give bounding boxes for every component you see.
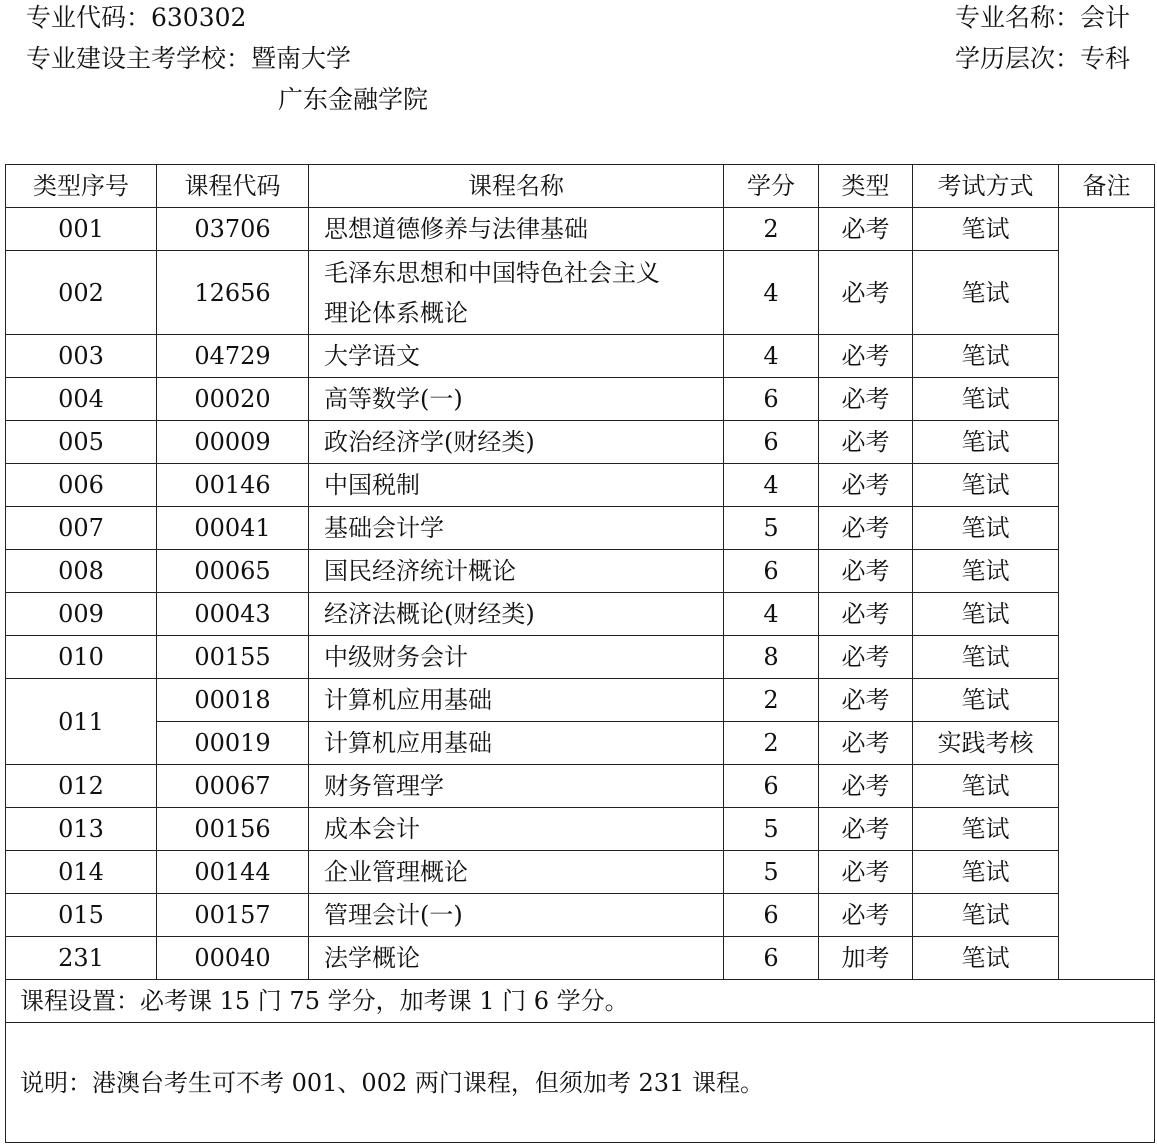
cell-name-line1: 毛泽东思想和中国特色社会主义 xyxy=(324,258,660,287)
cell-type: 必考 xyxy=(819,550,913,593)
cell-exam: 笔试 xyxy=(913,894,1059,937)
cell-credit: 2 xyxy=(724,208,819,251)
cell-code: 00020 xyxy=(157,378,309,421)
cell-seq: 001 xyxy=(6,208,157,251)
cell-credit: 5 xyxy=(724,851,819,894)
host-school-line2: 广东金融学院 xyxy=(278,85,429,114)
cell-exam: 笔试 xyxy=(913,251,1059,335)
table-row xyxy=(6,722,1155,765)
col-header-exam: 考试方式 xyxy=(913,165,1059,208)
cell-seq: 009 xyxy=(6,593,157,636)
cell-code: 00041 xyxy=(157,507,309,550)
cell-name: 企业管理概论 xyxy=(309,851,724,894)
cell-exam: 笔试 xyxy=(913,335,1059,378)
education-level: 学历层次：专科 xyxy=(954,44,1130,73)
table-row xyxy=(6,208,1155,251)
cell-type: 必考 xyxy=(819,251,913,335)
table-row xyxy=(6,894,1155,937)
cell-type: 必考 xyxy=(819,808,913,851)
cell-name: 大学语文 xyxy=(309,335,724,378)
col-header-remark: 备注 xyxy=(1059,165,1155,208)
cell-credit: 2 xyxy=(724,722,819,765)
cell-name: 成本会计 xyxy=(309,808,724,851)
cell-type: 必考 xyxy=(819,894,913,937)
table-row xyxy=(6,808,1155,851)
cell-seq: 015 xyxy=(6,894,157,937)
cell-credit: 4 xyxy=(724,335,819,378)
cell-code: 00009 xyxy=(157,421,309,464)
cell-credit: 6 xyxy=(724,894,819,937)
cell-code: 00040 xyxy=(157,937,309,980)
col-header-name: 课程名称 xyxy=(309,165,724,208)
cell-name: 财务管理学 xyxy=(309,765,724,808)
cell-credit: 5 xyxy=(724,507,819,550)
cell-name: 计算机应用基础 xyxy=(309,679,724,722)
cell-code: 03706 xyxy=(157,208,309,251)
col-header-seq: 类型序号 xyxy=(6,165,157,208)
cell-code: 00018 xyxy=(157,679,309,722)
cell-credit: 2 xyxy=(724,679,819,722)
cell-name: 法学概论 xyxy=(309,937,724,980)
cell-name: 国民经济统计概论 xyxy=(309,550,724,593)
cell-exam: 笔试 xyxy=(913,937,1059,980)
cell-credit: 6 xyxy=(724,937,819,980)
table-row xyxy=(6,335,1155,378)
cell-exam: 笔试 xyxy=(913,550,1059,593)
cell-type: 必考 xyxy=(819,208,913,251)
cell-name: 高等数学(一) xyxy=(309,378,724,421)
cell-seq: 008 xyxy=(6,550,157,593)
cell-name: 基础会计学 xyxy=(309,507,724,550)
cell-credit: 4 xyxy=(724,593,819,636)
cell-name: 管理会计(一) xyxy=(309,894,724,937)
cell-credit: 6 xyxy=(724,550,819,593)
cell-type: 必考 xyxy=(819,593,913,636)
cell-credit: 8 xyxy=(724,636,819,679)
cell-code: 00067 xyxy=(157,765,309,808)
cell-name: 中国税制 xyxy=(309,464,724,507)
cell-code: 04729 xyxy=(157,335,309,378)
table-row xyxy=(6,765,1155,808)
cell-type: 加考 xyxy=(819,937,913,980)
cell-seq: 004 xyxy=(6,378,157,421)
cell-type: 必考 xyxy=(819,765,913,808)
cell-type: 必考 xyxy=(819,636,913,679)
cell-exam: 笔试 xyxy=(913,808,1059,851)
cell-exam: 实践考核 xyxy=(913,722,1059,765)
cell-exam: 笔试 xyxy=(913,378,1059,421)
cell-seq: 012 xyxy=(6,765,157,808)
cell-seq: 007 xyxy=(6,507,157,550)
course-table xyxy=(5,164,1155,1143)
cell-code: 00043 xyxy=(157,593,309,636)
cell-type: 必考 xyxy=(819,679,913,722)
col-header-type: 类型 xyxy=(819,165,913,208)
cell-exam: 笔试 xyxy=(913,208,1059,251)
cell-exam: 笔试 xyxy=(913,679,1059,722)
cell-name xyxy=(309,251,724,335)
cell-exam: 笔试 xyxy=(913,507,1059,550)
cell-seq: 014 xyxy=(6,851,157,894)
cell-exam: 笔试 xyxy=(913,765,1059,808)
cell-code: 00146 xyxy=(157,464,309,507)
cell-remark xyxy=(1059,208,1155,980)
cell-seq: 006 xyxy=(6,464,157,507)
table-row xyxy=(6,937,1155,980)
note-text: 说明：港澳台考生可不考 001、002 两门课程，但须加考 231 课程。 xyxy=(6,1023,1155,1143)
table-row xyxy=(6,378,1155,421)
cell-credit: 6 xyxy=(724,421,819,464)
cell-name: 计算机应用基础 xyxy=(309,722,724,765)
col-header-code: 课程代码 xyxy=(157,165,309,208)
cell-seq: 005 xyxy=(6,421,157,464)
cell-code: 12656 xyxy=(157,251,309,335)
cell-seq: 011 xyxy=(6,679,157,765)
table-row xyxy=(6,851,1155,894)
cell-seq: 010 xyxy=(6,636,157,679)
table-row xyxy=(6,550,1155,593)
cell-code: 00157 xyxy=(157,894,309,937)
table-row xyxy=(6,593,1155,636)
cell-exam: 笔试 xyxy=(913,421,1059,464)
cell-name: 中级财务会计 xyxy=(309,636,724,679)
table-row xyxy=(6,464,1155,507)
cell-name: 政治经济学(财经类) xyxy=(309,421,724,464)
cell-code: 00019 xyxy=(157,722,309,765)
cell-name-line2: 理论体系概论 xyxy=(324,298,468,327)
cell-seq: 013 xyxy=(6,808,157,851)
major-code: 专业代码：630302 xyxy=(26,3,247,32)
cell-type: 必考 xyxy=(819,335,913,378)
table-row xyxy=(6,679,1155,722)
major-name: 专业名称：会计 xyxy=(954,3,1130,32)
table-row xyxy=(6,636,1155,679)
col-header-credit: 学分 xyxy=(724,165,819,208)
cell-type: 必考 xyxy=(819,378,913,421)
cell-seq: 003 xyxy=(6,335,157,378)
cell-seq: 231 xyxy=(6,937,157,980)
table-header-row xyxy=(6,165,1155,208)
table-row xyxy=(6,507,1155,550)
cell-code: 00065 xyxy=(157,550,309,593)
cell-exam: 笔试 xyxy=(913,636,1059,679)
cell-credit: 6 xyxy=(724,765,819,808)
cell-exam: 笔试 xyxy=(913,593,1059,636)
cell-name: 思想道德修养与法律基础 xyxy=(309,208,724,251)
course-setting-row xyxy=(6,980,1155,1023)
cell-code: 00155 xyxy=(157,636,309,679)
cell-credit: 6 xyxy=(724,378,819,421)
cell-type: 必考 xyxy=(819,851,913,894)
cell-type: 必考 xyxy=(819,507,913,550)
cell-credit: 5 xyxy=(724,808,819,851)
cell-credit: 4 xyxy=(724,464,819,507)
host-school-line1: 专业建设主考学校：暨南大学 xyxy=(26,44,352,73)
cell-exam: 笔试 xyxy=(913,851,1059,894)
table-row xyxy=(6,251,1155,335)
cell-type: 必考 xyxy=(819,722,913,765)
cell-credit: 4 xyxy=(724,251,819,335)
cell-code: 00156 xyxy=(157,808,309,851)
cell-type: 必考 xyxy=(819,464,913,507)
cell-type: 必考 xyxy=(819,421,913,464)
cell-name: 经济法概论(财经类) xyxy=(309,593,724,636)
cell-exam: 笔试 xyxy=(913,464,1059,507)
cell-code: 00144 xyxy=(157,851,309,894)
course-setting-text: 课程设置：必考课 15 门 75 学分，加考课 1 门 6 学分。 xyxy=(6,980,1155,1023)
note-row xyxy=(6,1023,1155,1143)
cell-seq: 002 xyxy=(6,251,157,335)
table-row xyxy=(6,421,1155,464)
